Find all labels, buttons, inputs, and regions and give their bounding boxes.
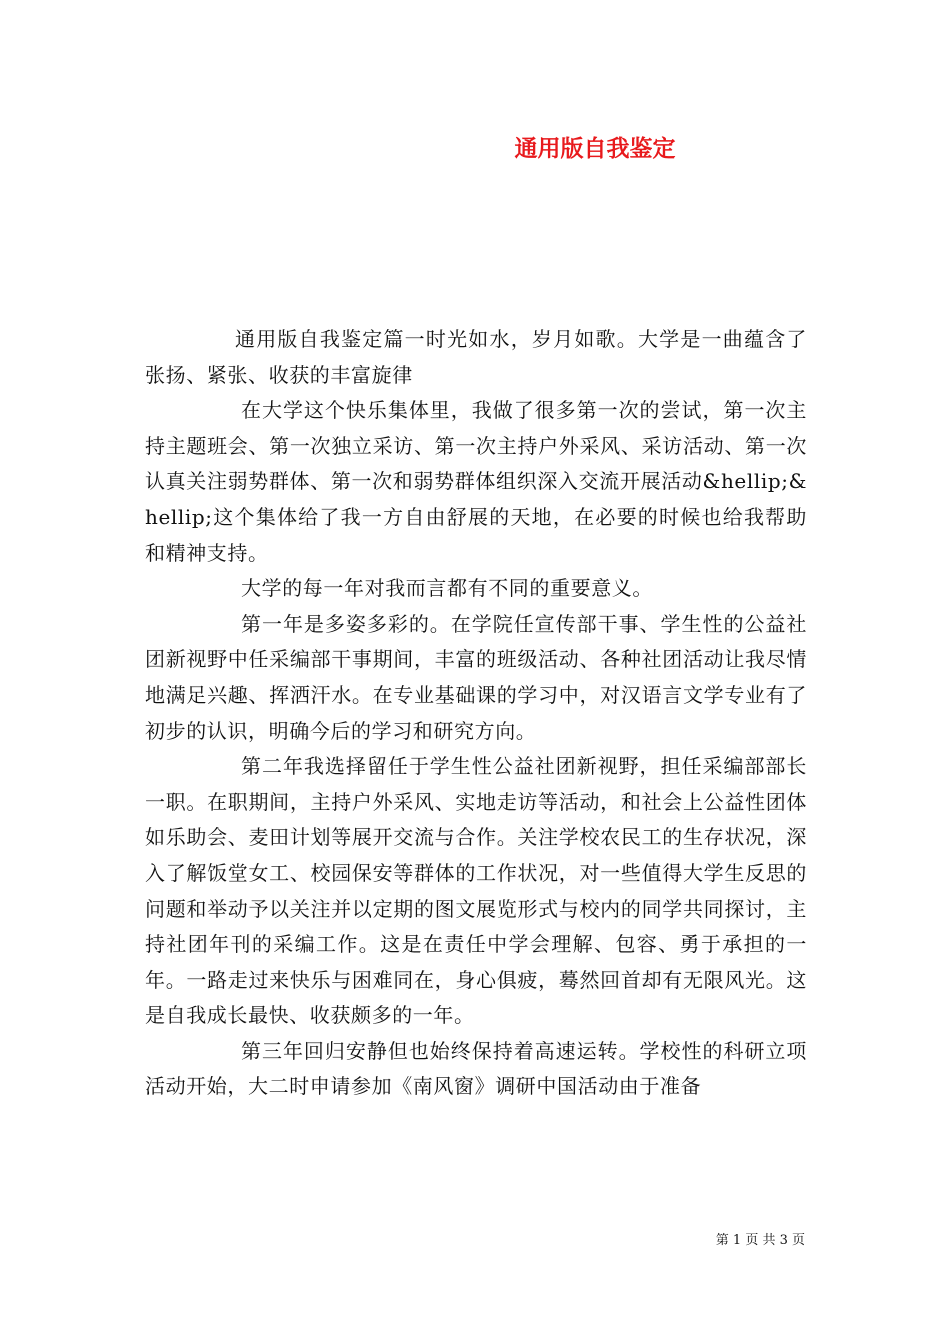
paragraph-6: 第三年回归安静但也始终保持着高速运转。学校性的科研立项活动开始，大二时申请参加《南风窗》调研中国活动由于准备	[145, 1038, 807, 1099]
document-title: 通用版自我鉴定	[514, 135, 676, 162]
document-body	[145, 322, 807, 1105]
paragraph-4: 第一年是多姿多彩的。在学院任宣传部干事、学生性的公益社团新视野中任采编部干事期间，丰富的班级活动、各种社团活动让我尽情地满足兴趣、挥洒汗水。在专业基础课的学习中，对汉语言文学专业有了初步的认识，明确今后的学习和研究方向。	[145, 611, 807, 743]
page-number-footer: 第 1 页 共 3 页	[715, 1233, 805, 1248]
paragraph-2: 在大学这个快乐集体里，我做了很多第一次的尝试，第一次主持主题班会、第一次独立采访、第一次主持户外采风、采访活动、第一次认真关注弱势群体、第一次和弱势群体组织深入交流开展活动&hellip;&hellip;这个集体给了我一方自由舒展的天地，在必要的时候也给我帮助和精神支持。	[145, 398, 807, 565]
paragraph-1: 通用版自我鉴定篇一时光如水，岁月如歌。大学是一曲蕴含了张扬、紧张、收获的丰富旋律	[145, 327, 807, 387]
paragraph-5: 第二年我选择留任于学生性公益社团新视野，担任采编部部长一职。在职期间，主持户外采风、实地走访等活动，和社会上公益性团体如乐助会、麦田计划等展开交流与合作。关注学校农民工的生存状况，深入了解饭堂女工、校园保安等群体的工作状况，对一些值得大学生反思的问题和举动予以关注并以定期的图文展览形式与校内的同学共同探讨，主持社团年刊的采编工作。这是在责任中学会理解、包容、勇于承担的一年。一路走过来快乐与困难同在，身心俱疲，蓦然回首却有无限风光。这是自我成长最快、收获颇多的一年。	[145, 754, 807, 1028]
paragraph-3: 大学的每一年对我而言都有不同的重要意义。	[241, 576, 653, 601]
